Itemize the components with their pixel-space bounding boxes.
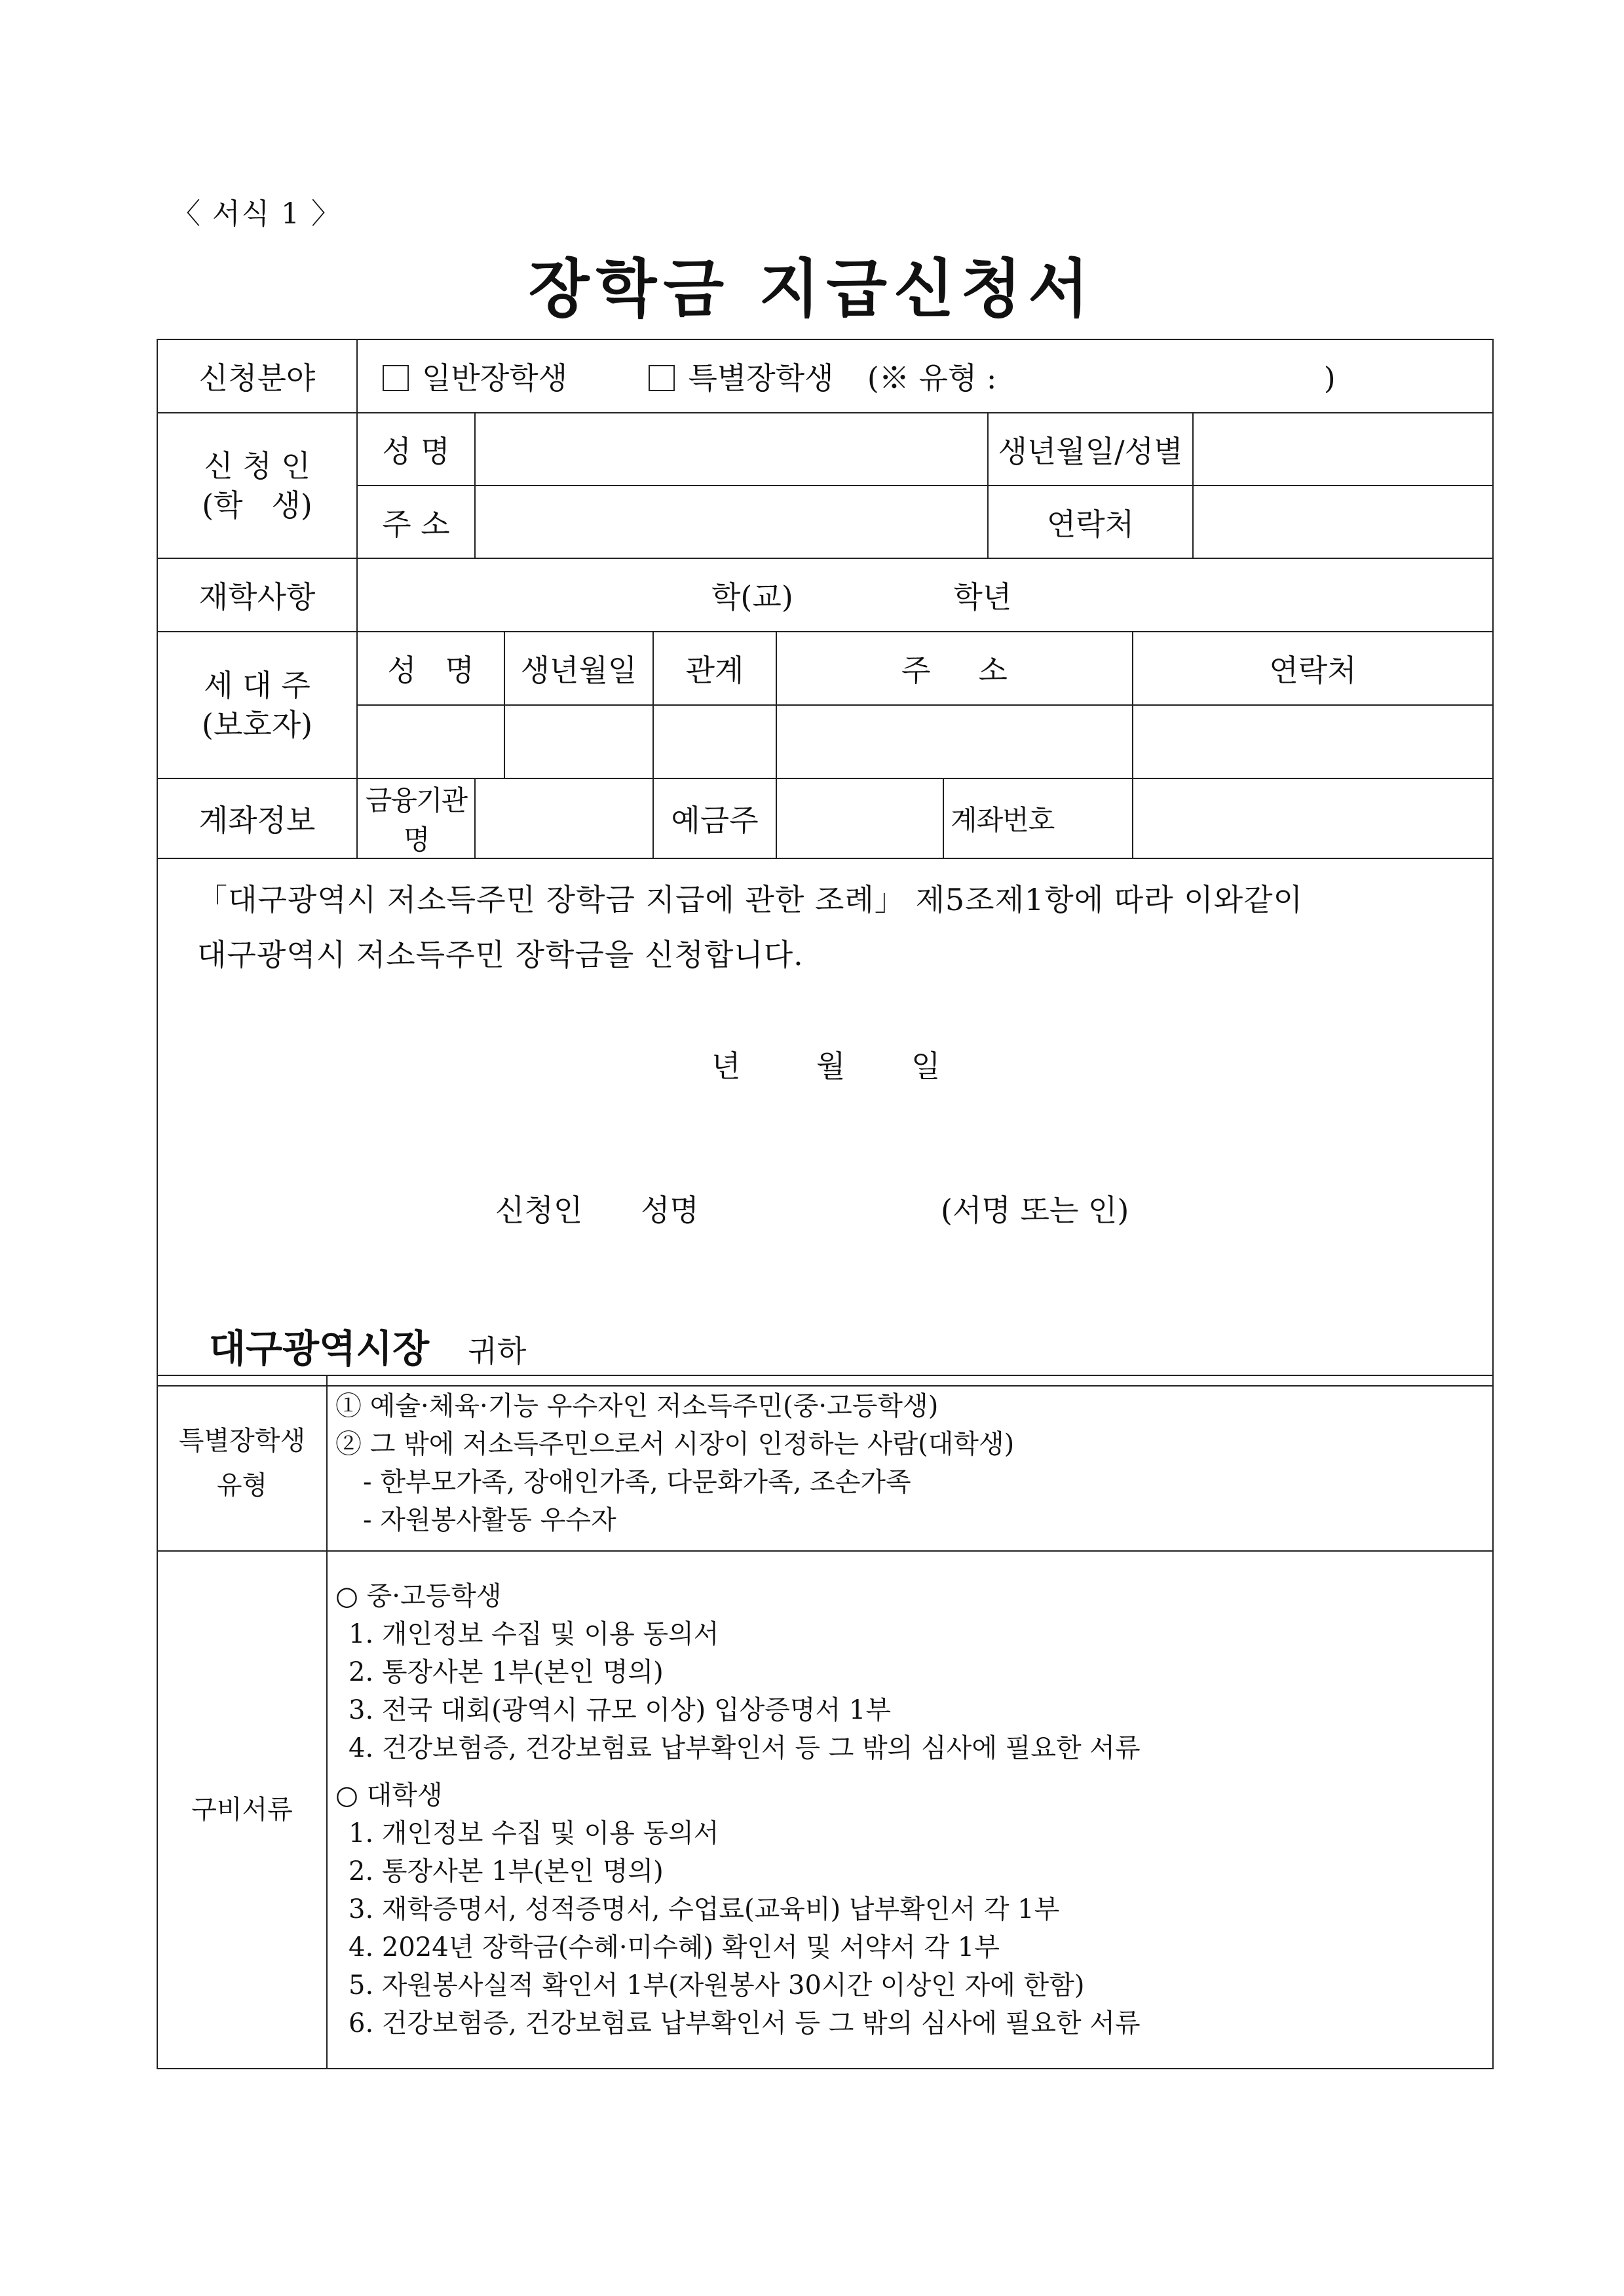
document-item: 4. 2024년 장학금(수혜·미수혜) 확인서 및 서약서 각 1부 — [349, 1932, 1000, 1962]
document-item: 2. 통장사본 1부(본인 명의) — [349, 1657, 664, 1687]
guardian-address-header: 주 소 — [776, 632, 1133, 705]
special-scholar-label: 특별장학생 — [688, 360, 834, 396]
applicant-address-label: 주 소 — [357, 486, 475, 558]
applicant-contact-field[interactable] — [1193, 486, 1493, 558]
bank-name-field[interactable] — [475, 778, 653, 858]
guardian-label — [157, 632, 357, 778]
addressee-line — [209, 1318, 526, 1373]
birth-gender-field[interactable] — [1193, 413, 1493, 486]
field-options — [357, 339, 1493, 413]
middle-high-heading: ○ 중·고등학생 — [335, 1581, 502, 1611]
form-number-label: 〈 서식 1 〉 — [172, 197, 341, 231]
special-type-subitem: - 한부모가족, 장애인가족, 다문화가족, 조손가족 — [363, 1467, 911, 1497]
applicant-label-line2: (학 생) — [202, 488, 312, 523]
guardian-birth-field[interactable] — [504, 705, 653, 778]
guardian-label-line1: 세 대 주 — [204, 668, 311, 703]
signature-note: (서명 또는 인) — [941, 1193, 1129, 1228]
date-day: 일 — [911, 1048, 941, 1084]
account-number-label: 계좌번호 — [943, 778, 1133, 858]
field-label: 신청분야 — [157, 339, 357, 413]
document-item: 4. 건강보험증, 건강보험료 납부확인서 등 그 밖의 심사에 필요한 서류 — [349, 1733, 1141, 1763]
document-title: 장학금 지급신청서 — [528, 252, 1096, 326]
applicant-name-field[interactable] — [475, 413, 988, 486]
guidance-table — [157, 1375, 1494, 2069]
guardian-name-field[interactable] — [357, 705, 504, 778]
document-item: 5. 자원봉사실적 확인서 1부(자원봉사 30시간 이상인 자에 한함) — [349, 1970, 1085, 2000]
document-item: 3. 재학증명서, 성적증명서, 수업료(교육비) 납부확인서 각 1부 — [349, 1894, 1060, 1924]
general-scholar-checkbox[interactable] — [383, 365, 409, 391]
application-form-table — [157, 339, 1494, 1387]
applicant-contact-label: 연락처 — [988, 486, 1193, 558]
birth-gender-label: 생년월일/성별 — [988, 413, 1193, 486]
documents-label: 구비서류 — [157, 1551, 327, 2069]
special-type-item: ① 예술·체육·기능 우수자인 저소득주민(중·고등학생) — [335, 1391, 939, 1421]
guardian-relation-field[interactable] — [653, 705, 776, 778]
declaration-line2: 대구광역시 저소득주민 장학금을 신청합니다. — [197, 937, 804, 972]
account-holder-field[interactable] — [776, 778, 943, 858]
guardian-contact-field[interactable] — [1133, 705, 1493, 778]
documents-list — [327, 1551, 1493, 2069]
declaration-cell — [157, 858, 1493, 1386]
special-type-suffix: ) — [1323, 360, 1336, 396]
special-types-list — [327, 1375, 1493, 1551]
guardian-address-field[interactable] — [776, 705, 1133, 778]
school-suffix: 학(교) — [711, 579, 793, 615]
signer-label: 신청인 — [495, 1193, 583, 1228]
special-types-label — [157, 1375, 327, 1551]
addressee-suffix: 귀하 — [468, 1333, 527, 1369]
document-item: 2. 통장사본 1부(본인 명의) — [349, 1856, 664, 1886]
enrollment-label: 재학사항 — [157, 558, 357, 632]
grade-suffix: 학년 — [953, 579, 1012, 615]
declaration-line1: 「대구광역시 저소득주민 장학금 지급에 관한 조례」 제5조제1항에 따라 이와같이 — [197, 882, 1304, 917]
account-label: 계좌정보 — [157, 778, 357, 858]
guardian-relation-header: 관계 — [653, 632, 776, 705]
general-scholar-label: 일반장학생 — [422, 360, 568, 396]
enrollment-field[interactable] — [357, 558, 1493, 632]
document-item: 1. 개인정보 수집 및 이용 동의서 — [349, 1619, 719, 1649]
document-item: 3. 전국 대회(광역시 규모 이상) 입상증명서 1부 — [349, 1695, 891, 1725]
applicant-label — [157, 413, 357, 558]
guardian-label-line2: (보호자) — [201, 707, 313, 742]
addressee: 대구광역시장 — [209, 1326, 430, 1371]
applicant-address-field[interactable] — [475, 486, 988, 558]
special-type-prefix: (※ 유형 : — [867, 360, 997, 396]
guardian-name-header: 성 명 — [357, 632, 504, 705]
document-item: 1. 개인정보 수집 및 이용 동의서 — [349, 1818, 719, 1848]
university-heading: ○ 대학생 — [335, 1780, 443, 1810]
document-item: 6. 건강보험증, 건강보험료 납부확인서 등 그 밖의 심사에 필요한 서류 — [349, 2008, 1141, 2038]
special-type-subitem: - 자원봉사활동 우수자 — [363, 1505, 616, 1535]
declaration-section — [158, 859, 1492, 1385]
applicant-label-line1: 신 청 인 — [204, 448, 311, 484]
applicant-name-label: 성 명 — [357, 413, 475, 486]
special-types-label-line2: 유형 — [216, 1470, 268, 1501]
special-types-label-line1: 특별장학생 — [178, 1426, 306, 1456]
bank-name-label: 금융기관명 — [357, 778, 475, 858]
declaration-text — [158, 859, 1492, 982]
date-year: 년 — [711, 1048, 741, 1084]
account-holder-label: 예금주 — [653, 778, 776, 858]
guardian-birth-header: 생년월일 — [504, 632, 653, 705]
special-type-item: ② 그 밖에 저소득주민으로서 시장이 인정하는 사람(대학생) — [335, 1429, 1015, 1459]
guardian-contact-header: 연락처 — [1133, 632, 1493, 705]
special-scholar-checkbox[interactable] — [649, 365, 675, 391]
date-month: 월 — [816, 1048, 846, 1084]
account-number-field[interactable] — [1133, 778, 1493, 858]
signer-name-label: 성명 — [641, 1193, 699, 1228]
